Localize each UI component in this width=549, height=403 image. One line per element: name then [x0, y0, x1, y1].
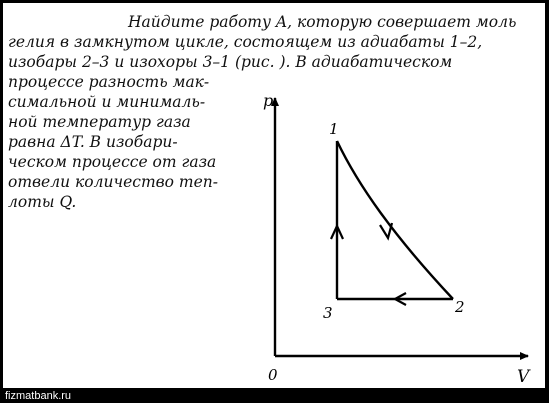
problem-line-1: Найдите работу A, которую совершает моль [128, 13, 517, 31]
adiabat-1-2 [337, 141, 453, 299]
point-3-label: 3 [323, 304, 333, 322]
problem-line-4: процессе разность мак- [8, 73, 210, 91]
problem-line-3: изобары 2–3 и изохоры 3–1 (рис. ). В адиабатическом [8, 53, 453, 71]
point-2-label: 2 [455, 298, 465, 316]
figure-frame [3, 3, 545, 388]
problem-line-8: ческом процессе от газа [8, 153, 217, 171]
p-axis-label: p [263, 91, 274, 110]
watermark: fizmatbank.ru [5, 390, 72, 402]
problem-line-5: симальной и минималь- [8, 93, 206, 111]
v-axis-label: V [517, 367, 530, 387]
pv-diagram [3, 3, 545, 388]
problem-line-2: гелия в замкнутом цикле, состоящем из адиабаты 1–2, [8, 33, 483, 51]
problem-line-10: лоты Q. [8, 193, 77, 211]
problem-line-6: ной температур газа [8, 113, 191, 131]
problem-line-9: отвели количество теп- [8, 173, 219, 191]
point-1-label: 1 [329, 120, 339, 138]
origin-label: 0 [268, 366, 278, 384]
problem-line-7: равна ΔT. В изобари- [8, 133, 178, 151]
